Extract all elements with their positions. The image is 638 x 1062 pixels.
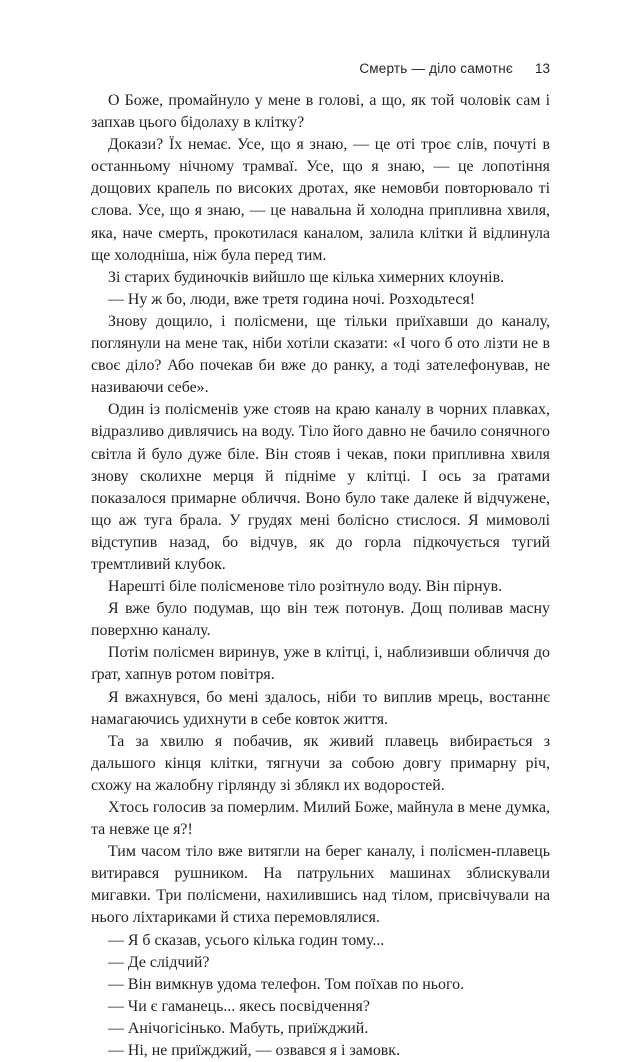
paragraph: Хтось голосив за померлим. Милий Боже, майнула в мене думка, та невже це я?! — [91, 799, 550, 839]
paragraph: Тим часом тіло вже витягли на берег каналу, і полісмен-плавець витирався рушником. На патрульних машинах зблискували мигавки. Три полісмени, нахилившись над тілом, присвічували на нього ліхтариками й стиха перемовлялися. — [91, 843, 550, 927]
paragraph: Я вже було подумав, що він теж потонув. Дощ поливав масну поверхню каналу. — [91, 600, 550, 640]
paragraph: — Ну ж бо, люди, вже третя година ночі. Розходьтеся! — [108, 290, 476, 308]
dialogue-line: — Ні, не приїжджий, — озвався я і замовк. — [108, 1042, 400, 1060]
paragraph: Та за хвилю я побачив, як живий плавець вибирається з дальшого кінця клітки, тягнучи за собою довгу примарну річ, схожу на жалобну гірлянду зі зблякл их водоростей. — [91, 732, 550, 794]
body-text — [91, 90, 550, 1062]
dialogue-line: — Анічогісінько. Мабуть, приїжджий. — [108, 1019, 369, 1037]
paragraph: Знову дощило, і полісмени, ще тільки приїхавши до каналу, поглянули на мене так, ніби хотіли сказати: «І чого б ото лізти не в своє діло? Або почекав би вже до ранку, а тоді зателефонував, не називаючи себе». — [91, 312, 550, 397]
page-number: 13 — [534, 61, 550, 76]
paragraph: Зі старих будиночків вийшло ще кілька химерних клоунів. — [108, 268, 505, 286]
paragraph: Один із полісменів уже стояв на краю каналу в чорних плавках, відразливо дивлячись на воду. Тіло його давно не бачило сонячного світла й було дуже біле. Він стояв і чекав, поки припливна хвиля знову сколихне мерця й підніме у клітці. І ось за ґратами показалося примарне обличчя. Воно було таке далеке й відчужене, що аж туга брала. У грудях мені болісно стислося. Я мимоволі відступив назад, бо відчув, як до горла підкочується тугий тремтливий клубок. — [91, 401, 550, 573]
dialogue-line: — Чи є гаманець... якесь посвідчення? — [108, 997, 370, 1015]
paragraph: Нарешті біле полісменове тіло розітнуло воду. Він пірнув. — [108, 578, 503, 596]
dialogue-line: — Я б сказав, усього кілька годин тому... — [108, 931, 385, 949]
paragraph: Потім полісмен виринув, уже в клітці, і, наблизивши обличчя до ґрат, хапнув ротом повітря. — [91, 644, 550, 684]
running-header — [90, 61, 550, 76]
paragraph: Докази? Їх немає. Усе, що я знаю, — це оті троє слів, почуті в останньому нічному трамваї. Усе, що я знаю, — це лопотіння дощових крапель по високих дротах, яке немовби повторювало ті слова. Усе, що я знаю, — це навальна й холодна припливна хвиля, яка, наче смерть, прокотилася каналом, залила клітки й відлинула ще холодніша, ніж була перед тим. — [91, 136, 550, 264]
dialogue-line: — Він вимкнув удома телефон. Том поїхав по нього. — [108, 975, 465, 993]
paragraph: О Боже, промайнуло у мене в голові, а що, як той чоловік сам і запхав цього бідолаху в клітку? — [91, 92, 550, 132]
dialogue-line: — Де слідчий? — [108, 953, 210, 971]
paragraph: Я вжахнувся, бо мені здалось, ніби то виплив мрець, востаннє намагаючись удихнути в себе ковток життя. — [91, 688, 550, 728]
running-title: Смерть — діло самотнє — [359, 61, 513, 76]
